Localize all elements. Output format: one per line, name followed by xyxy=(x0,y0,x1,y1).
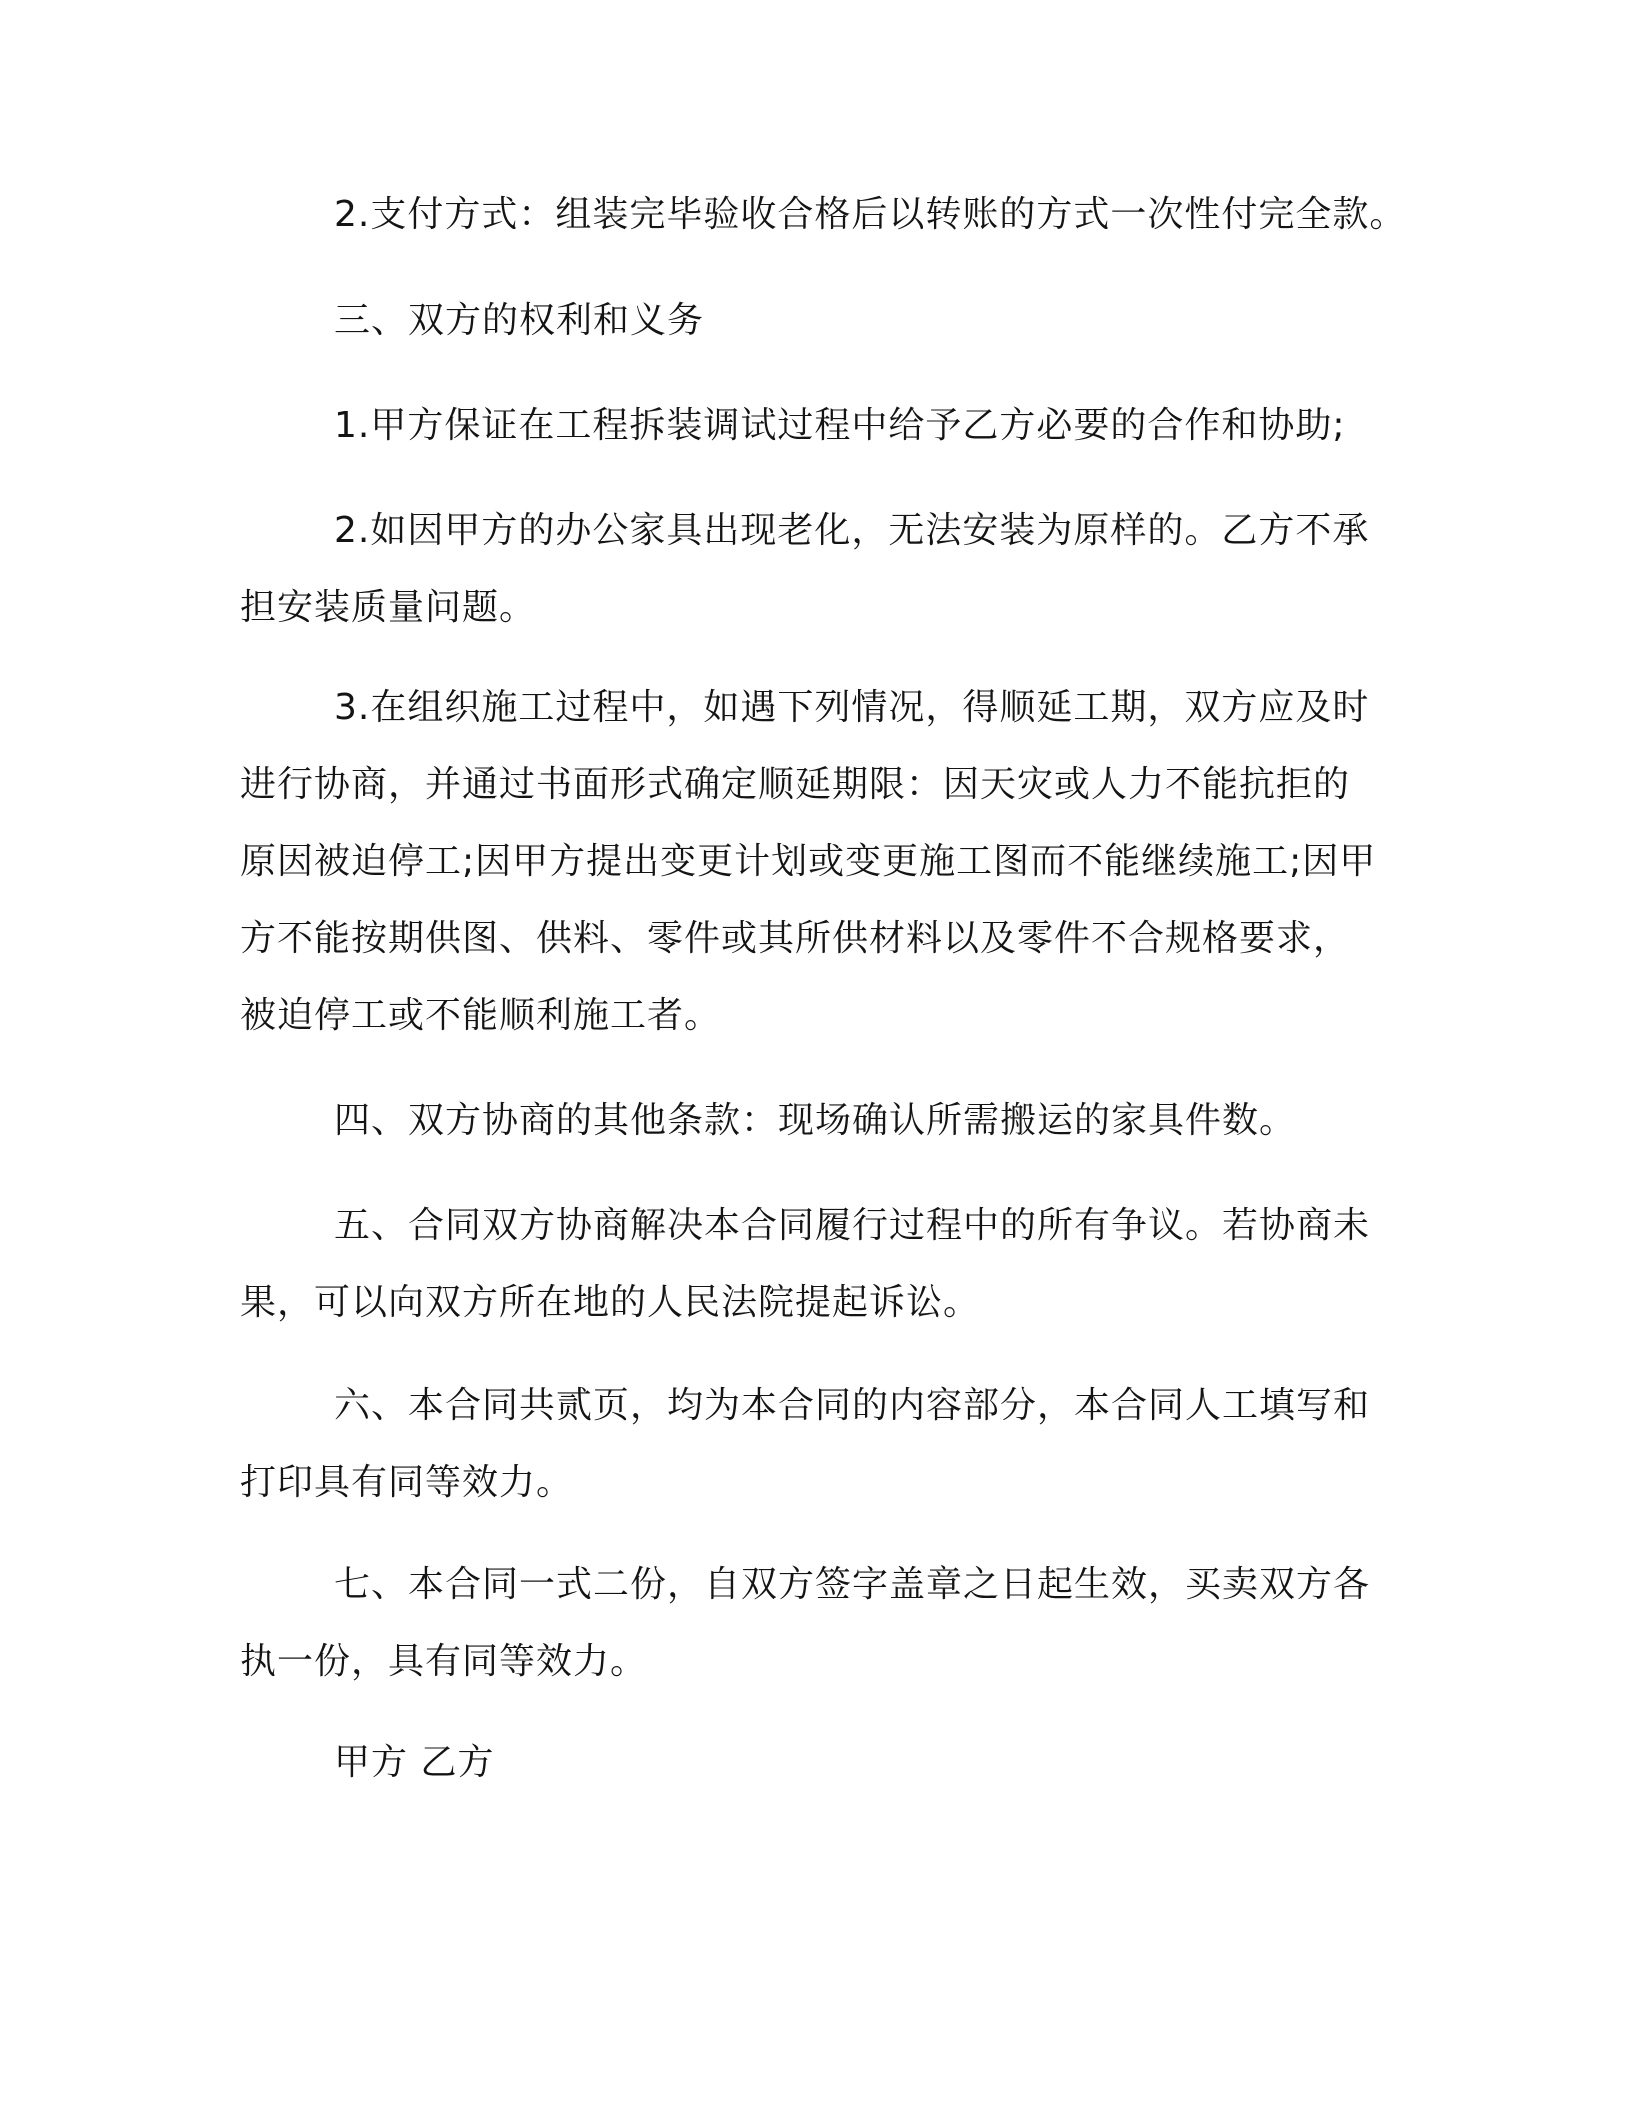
paragraph-line: 担安装质量问题。 xyxy=(240,587,537,628)
clause-page-count xyxy=(240,1367,1380,1521)
paragraph-line: 三、双方的权利和义务 xyxy=(334,300,705,341)
paragraph-line: 果，可以向双方所在地的人民法院提起诉讼。 xyxy=(240,1282,981,1323)
signature-line: 甲方 乙方 xyxy=(334,1742,495,1783)
paragraph-line: 原因被迫停工;因甲方提出变更计划或变更施工图而不能继续施工;因甲 xyxy=(240,841,1377,882)
paragraph-line: 六、本合同共贰页，均为本合同的内容部分，本合同人工填写和 xyxy=(334,1385,1371,1426)
paragraph-line: 进行协商，并通过书面形式确定顺延期限：因天灾或人力不能抗拒的 xyxy=(240,764,1351,805)
paragraph-line: 四、双方协商的其他条款：现场确认所需搬运的家具件数。 xyxy=(334,1100,1297,1141)
clause-dispute-resolution xyxy=(240,1187,1380,1341)
clause-cooperation xyxy=(240,387,1380,464)
paragraph-line: 执一份，具有同等效力。 xyxy=(240,1641,648,1682)
paragraph-line: 方不能按期供图、供料、零件或其所供材料以及零件不合规格要求， xyxy=(240,918,1351,959)
paragraph-line: 五、合同双方协商解决本合同履行过程中的所有争议。若协商未 xyxy=(334,1205,1371,1246)
clause-aging-furniture xyxy=(240,492,1380,646)
clause-other-terms xyxy=(240,1082,1380,1159)
paragraph-line: 打印具有同等效力。 xyxy=(240,1462,574,1503)
paragraph-line: 七、本合同一式二份，自双方签字盖章之日起生效，买卖双方各 xyxy=(334,1564,1371,1605)
clause-schedule-extension xyxy=(240,669,1380,1054)
paragraph-line: 1.甲方保证在工程拆装调试过程中给予乙方必要的合作和协助; xyxy=(334,405,1346,446)
paragraph-line: 2.支付方式：组装完毕验收合格后以转账的方式一次性付完全款。 xyxy=(334,194,1407,235)
heading-rights-and-obligations xyxy=(240,282,1380,359)
paragraph-line: 被迫停工或不能顺利施工者。 xyxy=(240,995,722,1036)
paragraph-line: 2.如因甲方的办公家具出现老化，无法安装为原样的。乙方不承 xyxy=(334,510,1370,551)
signature-parties xyxy=(240,1724,1380,1801)
clause-copies xyxy=(240,1546,1380,1700)
paragraph-payment-method xyxy=(240,176,1407,253)
paragraph-line: 3.在组织施工过程中，如遇下列情况，得顺延工期，双方应及时 xyxy=(334,687,1370,728)
